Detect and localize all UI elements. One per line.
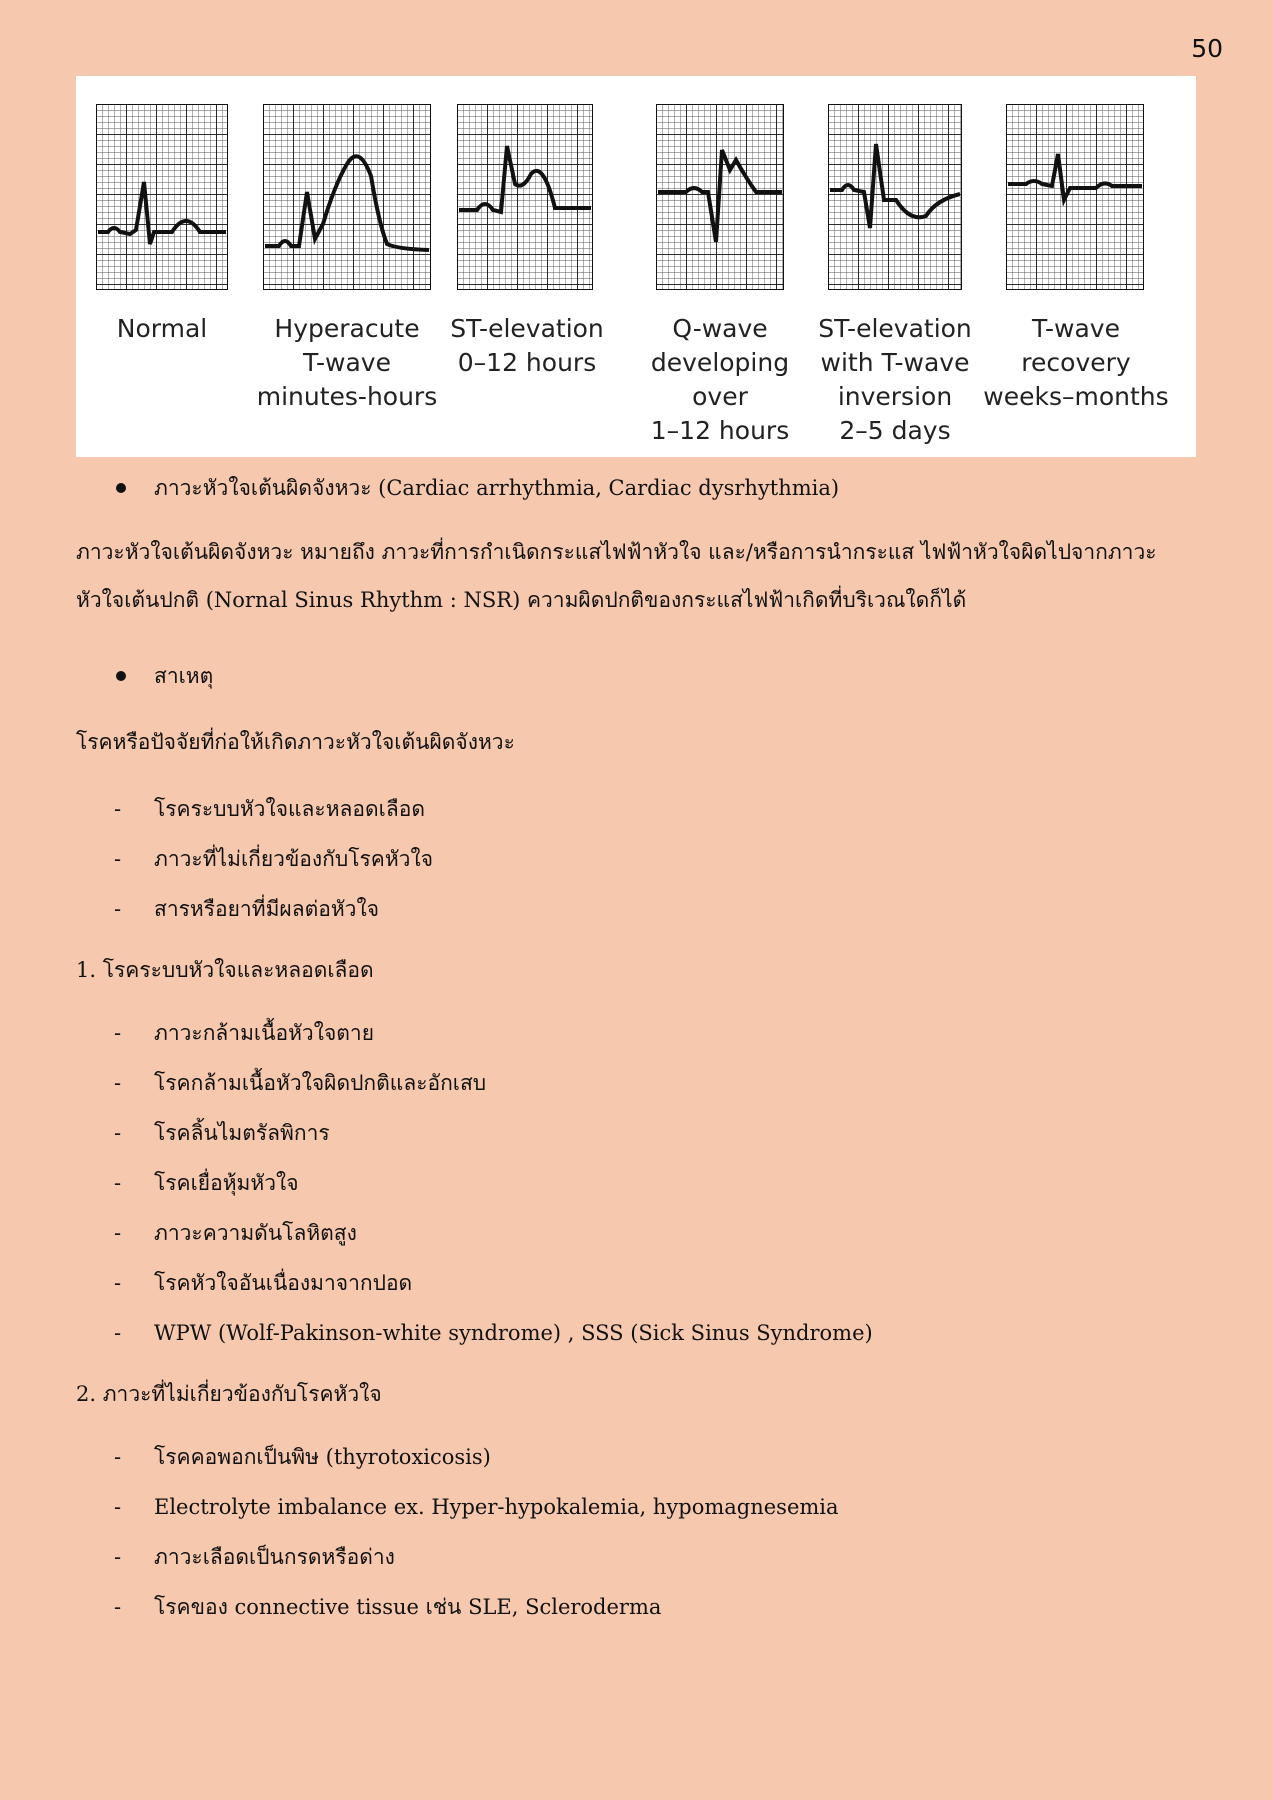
dash-marker: - xyxy=(114,1595,122,1619)
list-item-text: ภาวะเลือดเป็นกรดหรือด่าง xyxy=(154,1545,395,1569)
ecg-panel-q-wave xyxy=(656,104,784,290)
dash-marker: - xyxy=(114,1545,122,1569)
bullet-causes xyxy=(76,656,1196,696)
ecg-trace-st-elevation xyxy=(457,104,593,290)
caption-line: T-wave xyxy=(1032,314,1120,343)
list-item-text: โรคคอพอกเป็นพิษ (thyrotoxicosis) xyxy=(154,1445,491,1469)
cardiovascular-list xyxy=(76,1008,1196,1358)
caption-line: with T-wave xyxy=(820,348,970,377)
dash-marker: - xyxy=(114,897,122,921)
list-item-text: โรคของ connective tissue เช่น SLE, Scleroderma xyxy=(154,1595,662,1619)
caption-line: ST-elevation xyxy=(450,314,604,343)
ecg-caption-hyperacute xyxy=(242,312,452,414)
dash-marker: - xyxy=(114,1221,122,1245)
ecg-panel-st-t-inversion xyxy=(828,104,962,290)
list-item xyxy=(76,1582,1196,1632)
caption-line: 1–12 hours xyxy=(650,416,790,445)
dash-marker: - xyxy=(114,847,122,871)
list-item-text: ภาวะความดันโลหิตสูง xyxy=(154,1221,357,1245)
ecg-stages-figure xyxy=(76,76,1196,457)
list-item xyxy=(76,884,1196,934)
list-item xyxy=(76,1258,1196,1308)
caption-line: Hyperacute xyxy=(274,314,420,343)
bullet-text: สาเหตุ xyxy=(154,664,214,688)
causes-list xyxy=(76,784,1196,934)
dash-marker: - xyxy=(114,1495,122,1519)
causes-intro: โรคหรือปัจจัยที่ก่อให้เกิดภาวะหัวใจเต้นผิดจังหวะ xyxy=(76,730,515,754)
list-item xyxy=(76,1108,1196,1158)
list-item xyxy=(76,1008,1196,1058)
caption-line: weeks–months xyxy=(983,382,1169,411)
dash-marker: - xyxy=(114,1071,122,1095)
paragraph-line: ภาวะหัวใจเต้นผิดจังหวะ หมายถึง ภาวะที่การกำเนิดกระแสไฟฟ้าหัวใจ และ/หรือการนำกระแส ไฟฟ้าหัวใจผิดไปจากภาวะ xyxy=(76,540,1157,564)
ecg-trace-q-wave xyxy=(656,104,784,290)
list-item xyxy=(76,1158,1196,1208)
paragraph-line: หัวใจเต้นปกติ (Nornal Sinus Rhythm : NSR) ความผิดปกติของกระแสไฟฟ้าเกิดที่บริเวณใดก็ได้ xyxy=(76,588,967,612)
list-item xyxy=(76,1482,1196,1532)
caption-line: Normal xyxy=(116,314,208,343)
list-item-text: ภาวะกล้ามเนื้อหัวใจตาย xyxy=(154,1021,374,1045)
dash-marker: - xyxy=(114,1445,122,1469)
list-item-text: โรคหัวใจอันเนื่องมาจากปอด xyxy=(154,1271,413,1295)
list-item-text: ภาวะที่ไม่เกี่ยวข้องกับโรคหัวใจ xyxy=(154,847,434,871)
page-number: 50 xyxy=(1191,34,1223,63)
caption-line: 2–5 days xyxy=(839,416,951,445)
dash-marker: - xyxy=(114,1171,122,1195)
bullet-dot-icon xyxy=(116,671,126,681)
heading-cardiovascular: 1. โรคระบบหัวใจและหลอดเลือด xyxy=(76,958,374,982)
caption-line: T-wave xyxy=(303,348,391,377)
list-item-text: โรคเยื่อหุ้มหัวใจ xyxy=(154,1171,299,1195)
caption-line: 0–12 hours xyxy=(457,348,597,377)
ecg-trace-st-t-inversion xyxy=(828,104,962,290)
list-item xyxy=(76,1308,1196,1358)
list-item-text: โรคลิ้นไมตรัลพิการ xyxy=(154,1121,330,1145)
list-item xyxy=(76,1208,1196,1258)
list-item-text: โรคกล้ามเนื้อหัวใจผิดปกติและอักเสบ xyxy=(154,1071,487,1095)
list-item xyxy=(76,1058,1196,1108)
ecg-panel-hyperacute xyxy=(263,104,431,290)
heading-noncardiac: 2. ภาวะที่ไม่เกี่ยวข้องกับโรคหัวใจ xyxy=(76,1382,382,1406)
dash-marker: - xyxy=(114,1271,122,1295)
caption-line: minutes-hours xyxy=(256,382,438,411)
dash-marker: - xyxy=(114,797,122,821)
bullet-text: ภาวะหัวใจเต้นผิดจังหวะ (Cardiac arrhythmia, Cardiac dysrhythmia) xyxy=(154,476,840,500)
list-item-text: WPW (Wolf-Pakinson-white syndrome) , SSS (Sick Sinus Syndrome) xyxy=(154,1321,873,1345)
dash-marker: - xyxy=(114,1321,122,1345)
ecg-panel-st-elevation xyxy=(457,104,593,290)
ecg-caption-t-recovery xyxy=(971,312,1181,414)
list-item xyxy=(76,1532,1196,1582)
ecg-caption-st-t-inversion xyxy=(790,312,1000,448)
ecg-panel-t-recovery xyxy=(1006,104,1144,290)
caption-line: recovery xyxy=(1021,348,1131,377)
caption-line: inversion xyxy=(837,382,953,411)
dash-marker: - xyxy=(114,1021,122,1045)
list-item xyxy=(76,784,1196,834)
bullet-arrhythmia xyxy=(76,468,1196,508)
bullet-dot-icon xyxy=(116,483,126,493)
ecg-trace-normal xyxy=(96,104,228,290)
caption-line: developing xyxy=(650,348,790,377)
ecg-caption-st-elevation xyxy=(422,312,632,380)
dash-marker: - xyxy=(114,1121,122,1145)
caption-line: Q-wave xyxy=(672,314,768,343)
noncardiac-list xyxy=(76,1432,1196,1632)
ecg-caption-normal xyxy=(57,312,267,346)
list-item-text: Electrolyte imbalance ex. Hyper-hypokalemia, hypomagnesemia xyxy=(154,1495,839,1519)
list-item xyxy=(76,834,1196,884)
list-item-text: สารหรือยาที่มีผลต่อหัวใจ xyxy=(154,897,380,921)
ecg-panel-normal xyxy=(96,104,228,290)
ecg-trace-t-recovery xyxy=(1006,104,1144,290)
list-item-text: โรคระบบหัวใจและหลอดเลือด xyxy=(154,797,425,821)
caption-line: over xyxy=(692,382,748,411)
caption-line: ST-elevation xyxy=(818,314,972,343)
ecg-trace-hyperacute xyxy=(263,104,431,290)
arrhythmia-definition xyxy=(76,528,1196,624)
list-item xyxy=(76,1432,1196,1482)
document-body xyxy=(76,468,1196,1632)
